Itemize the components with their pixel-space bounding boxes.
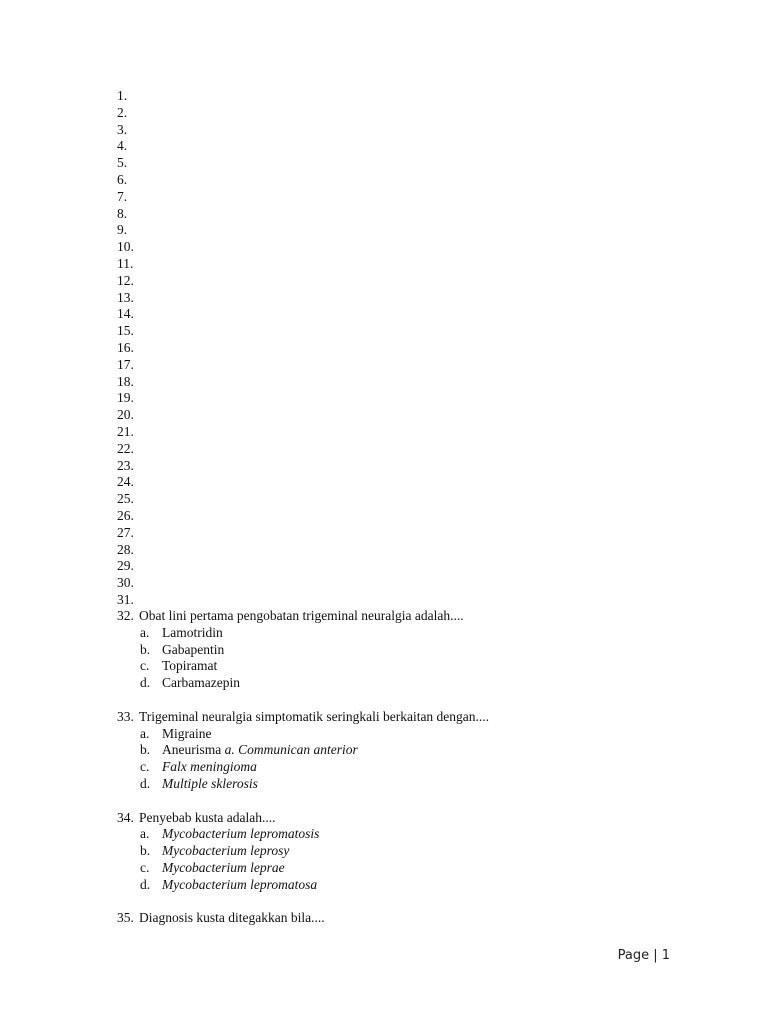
option-letter: c. [140,859,150,875]
question-number: 32. [117,608,134,623]
question-item [117,709,677,793]
option-letter: b. [140,641,151,657]
list-number: 31. [117,591,134,607]
option-text: Gabapentin [162,641,225,657]
list-number: 6. [117,171,128,187]
answer-option [117,860,677,877]
answer-option [117,625,677,642]
question-item [117,810,677,894]
list-number: 26. [117,507,134,523]
answer-option [117,742,677,759]
answer-option [117,843,677,860]
question-item [117,910,677,927]
list-number: 18. [117,373,134,389]
list-number: 2. [117,104,128,120]
list-number: 15. [117,323,134,339]
question-line [117,709,677,726]
option-letter: d. [140,876,151,892]
option-text: Topiramat [162,658,218,674]
list-number: 12. [117,272,134,288]
option-text: Lamotridin [162,624,223,640]
list-number: 10. [117,239,134,255]
option-text-italic: Mycobacterium leprae [162,859,285,875]
option-text: Carbamazepin [162,675,240,691]
list-number: 8. [117,205,128,221]
question-text: Trigeminal neuralgia simptomatik seringkali berkaitan dengan.... [139,708,490,724]
option-text-italic: Multiple sklerosis [162,775,258,791]
option-letter: b. [140,843,151,859]
option-letter: d. [140,775,151,791]
list-number: 3. [117,121,128,137]
list-number: 11. [117,255,134,271]
empty-numbered-list [117,88,134,609]
list-number: 24. [117,474,134,490]
option-text-italic: a. Communican anterior [224,742,358,758]
option-text-italic: Falx meningioma [162,759,257,775]
answer-option [117,877,677,894]
answer-option [117,826,677,843]
list-number: 5. [117,155,128,171]
option-text-italic: Mycobacterium lepromatosis [162,826,320,842]
list-number: 30. [117,575,134,591]
list-number: 29. [117,558,134,574]
option-letter: c. [140,658,150,674]
list-number: 16. [117,339,134,355]
list-number: 19. [117,390,134,406]
option-letter: a. [140,826,150,842]
answer-option [117,776,677,793]
option-letter: a. [140,624,150,640]
option-letter: d. [140,675,151,691]
list-number: 28. [117,541,134,557]
list-number: 9. [117,222,128,238]
answer-option [117,759,677,776]
option-text: Aneurisma [162,742,225,758]
question-line [117,810,677,827]
list-number: 13. [117,289,134,305]
list-number: 1. [117,88,128,103]
page-number: Page | 1 [617,948,670,963]
list-number: 27. [117,524,134,540]
question-line [117,910,677,927]
question-line [117,608,677,625]
list-number: 23. [117,457,134,473]
list-number: 22. [117,440,134,456]
option-letter: b. [140,742,151,758]
question-number: 34. [117,809,134,825]
option-text-italic: Mycobacterium leprosy [162,843,290,859]
option-text: Migraine [162,725,212,741]
question-text: Penyebab kusta adalah.... [139,809,276,825]
list-number: 7. [117,188,128,204]
list-number: 25. [117,491,134,507]
list-number: 21. [117,423,134,439]
option-text-italic: Mycobacterium lepromatosa [162,876,318,892]
option-letter: c. [140,759,150,775]
question-item [117,608,677,692]
option-letter: a. [140,725,150,741]
answer-option [117,658,677,675]
question-number: 35. [117,910,134,926]
list-number: 14. [117,306,134,322]
list-number: 4. [117,138,128,154]
list-number: 20. [117,407,134,423]
answer-option [117,642,677,659]
answer-option [117,726,677,743]
question-text: Diagnosis kusta ditegakkan bila.... [139,910,325,926]
question-number: 33. [117,708,134,724]
answer-option [117,675,677,692]
list-number: 17. [117,356,134,372]
question-text: Obat lini pertama pengobatan trigeminal neuralgia adalah.... [139,608,464,623]
question-list [117,608,677,944]
